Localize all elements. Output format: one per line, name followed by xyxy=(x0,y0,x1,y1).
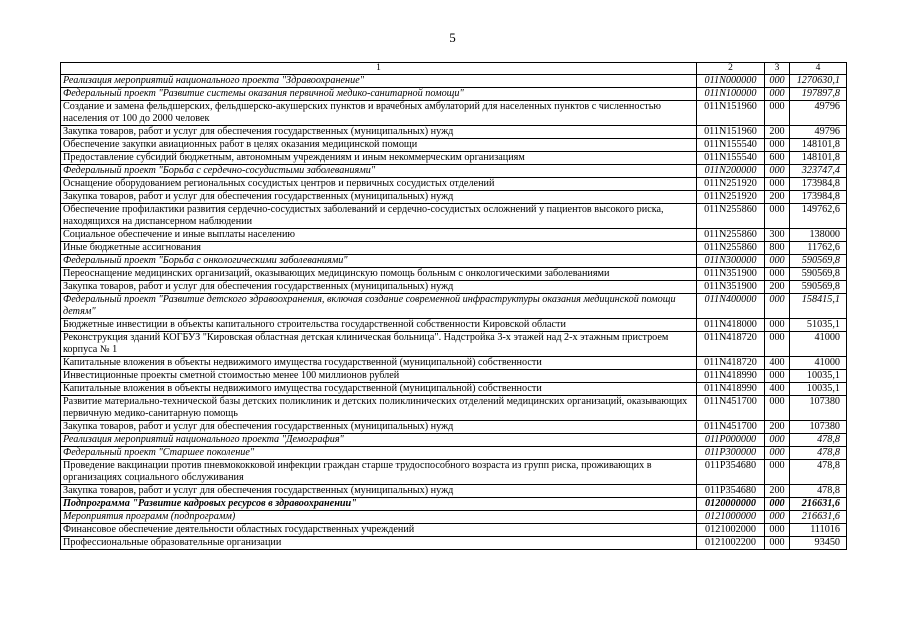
row-expense-type: 200 xyxy=(765,126,790,139)
row-name: Иные бюджетные ассигнования xyxy=(61,242,697,255)
header-cell-name: 1 xyxy=(61,63,697,75)
row-name: Подпрограмма "Развитие кадровых ресурсов в здравоохранении" xyxy=(61,498,697,511)
row-expense-type: 600 xyxy=(765,152,790,165)
table-row xyxy=(61,511,847,524)
row-expense-type: 000 xyxy=(765,447,790,460)
row-code: 011N418720 xyxy=(697,332,765,357)
row-code: 0121002000 xyxy=(697,524,765,537)
table-row xyxy=(61,319,847,332)
row-expense-type: 000 xyxy=(765,255,790,268)
row-expense-type: 000 xyxy=(765,396,790,421)
row-amount: 478,8 xyxy=(790,434,847,447)
row-code: 011N418720 xyxy=(697,357,765,370)
row-amount: 111016 xyxy=(790,524,847,537)
row-name: Реконструкция зданий КОГБУЗ "Кировская областная детская клиническая больница". Надстройка 3-х этажей над 2-х этажным пристроем корпуса № 1 xyxy=(61,332,697,357)
row-code: 011N000000 xyxy=(697,75,765,88)
row-name: Капитальные вложения в объекты недвижимого имущества государственной (муниципальной) собственности xyxy=(61,357,697,370)
row-amount: 158415,1 xyxy=(790,294,847,319)
table-row xyxy=(61,396,847,421)
table-row xyxy=(61,383,847,396)
row-code: 011N418000 xyxy=(697,319,765,332)
table-row xyxy=(61,537,847,550)
row-code: 011N255860 xyxy=(697,204,765,229)
header-row xyxy=(61,63,847,75)
row-name: Федеральный проект "Борьба с сердечно-сосудистыми заболеваниями" xyxy=(61,165,697,178)
row-name: Обеспечение закупки авиационных работ в целях оказания медицинской помощи xyxy=(61,139,697,152)
row-expense-type: 300 xyxy=(765,229,790,242)
row-code: 011P354680 xyxy=(697,460,765,485)
row-code: 011N251920 xyxy=(697,178,765,191)
table-row xyxy=(61,204,847,229)
table-row xyxy=(61,191,847,204)
row-code: 011N251920 xyxy=(697,191,765,204)
row-expense-type: 000 xyxy=(765,165,790,178)
row-amount: 41000 xyxy=(790,357,847,370)
row-expense-type: 200 xyxy=(765,281,790,294)
row-code: 011P000000 xyxy=(697,434,765,447)
row-code: 0121000000 xyxy=(697,511,765,524)
row-amount: 478,8 xyxy=(790,485,847,498)
row-amount: 11762,6 xyxy=(790,242,847,255)
row-amount: 138000 xyxy=(790,229,847,242)
row-name: Реализация мероприятий национального проекта "Демография" xyxy=(61,434,697,447)
row-name: Инвестиционные проекты сметной стоимостью менее 100 миллионов рублей xyxy=(61,370,697,383)
row-expense-type: 200 xyxy=(765,191,790,204)
budget-table xyxy=(60,62,847,550)
row-amount: 49796 xyxy=(790,126,847,139)
row-code: 011N255860 xyxy=(697,242,765,255)
row-code: 011N155540 xyxy=(697,139,765,152)
row-expense-type: 000 xyxy=(765,139,790,152)
row-amount: 590569,8 xyxy=(790,281,847,294)
row-name: Социальное обеспечение и иные выплаты населению xyxy=(61,229,697,242)
row-expense-type: 000 xyxy=(765,498,790,511)
table-row xyxy=(61,101,847,126)
row-code: 011N151960 xyxy=(697,126,765,139)
table-row xyxy=(61,268,847,281)
row-name: Создание и замена фельдшерских, фельдшерско-акушерских пунктов и врачебных амбулаторий для населенных пунктов с численностью населения от 100 до 2000 человек xyxy=(61,101,697,126)
row-amount: 93450 xyxy=(790,537,847,550)
table-row xyxy=(61,447,847,460)
table-row xyxy=(61,281,847,294)
row-code: 0121002200 xyxy=(697,537,765,550)
row-name: Закупка товаров, работ и услуг для обеспечения государственных (муниципальных) нужд xyxy=(61,191,697,204)
table-row xyxy=(61,88,847,101)
row-name: Федеральный проект "Развитие детского здравоохранения, включая создание современной инфраструктуры оказания медицинской помощи детям" xyxy=(61,294,697,319)
row-code: 011N255860 xyxy=(697,229,765,242)
row-amount: 173984,8 xyxy=(790,191,847,204)
row-amount: 107380 xyxy=(790,421,847,434)
row-amount: 478,8 xyxy=(790,447,847,460)
row-amount: 148101,8 xyxy=(790,152,847,165)
table-row xyxy=(61,165,847,178)
row-expense-type: 000 xyxy=(765,511,790,524)
row-amount: 197897,8 xyxy=(790,88,847,101)
row-expense-type: 400 xyxy=(765,383,790,396)
row-expense-type: 000 xyxy=(765,204,790,229)
row-code: 011P354680 xyxy=(697,485,765,498)
row-expense-type: 000 xyxy=(765,370,790,383)
row-amount: 149762,6 xyxy=(790,204,847,229)
row-name: Закупка товаров, работ и услуг для обеспечения государственных (муниципальных) нужд xyxy=(61,421,697,434)
row-expense-type: 000 xyxy=(765,537,790,550)
row-name: Закупка товаров, работ и услуг для обеспечения государственных (муниципальных) нужд xyxy=(61,485,697,498)
row-code: 011N400000 xyxy=(697,294,765,319)
row-amount: 148101,8 xyxy=(790,139,847,152)
row-amount: 590569,8 xyxy=(790,255,847,268)
row-code: 011N200000 xyxy=(697,165,765,178)
row-amount: 49796 xyxy=(790,101,847,126)
row-expense-type: 000 xyxy=(765,75,790,88)
row-amount: 216631,6 xyxy=(790,498,847,511)
row-code: 011N418990 xyxy=(697,370,765,383)
table-row xyxy=(61,126,847,139)
row-amount: 41000 xyxy=(790,332,847,357)
table-row xyxy=(61,242,847,255)
row-code: 011N351900 xyxy=(697,281,765,294)
row-expense-type: 000 xyxy=(765,319,790,332)
row-expense-type: 000 xyxy=(765,524,790,537)
row-amount: 173984,8 xyxy=(790,178,847,191)
table-row xyxy=(61,139,847,152)
row-amount: 107380 xyxy=(790,396,847,421)
row-expense-type: 000 xyxy=(765,294,790,319)
row-expense-type: 000 xyxy=(765,178,790,191)
row-name: Предоставление субсидий бюджетным, автономным учреждениям и иным некоммерческим организациям xyxy=(61,152,697,165)
row-amount: 216631,6 xyxy=(790,511,847,524)
row-code: 011N155540 xyxy=(697,152,765,165)
row-code: 0120000000 xyxy=(697,498,765,511)
table-row xyxy=(61,370,847,383)
row-name: Переоснащение медицинских организаций, оказывающих медицинскую помощь больным с онкологическими заболеваниями xyxy=(61,268,697,281)
row-name: Проведение вакцинации против пневмококковой инфекции граждан старше трудоспособного возраста из групп риска, проживающих в организациях социального обслуживания xyxy=(61,460,697,485)
row-code: 011N451700 xyxy=(697,396,765,421)
page-number: 5 xyxy=(449,30,456,45)
row-code: 011N300000 xyxy=(697,255,765,268)
row-name: Профессиональные образовательные организации xyxy=(61,537,697,550)
row-amount: 478,8 xyxy=(790,460,847,485)
row-expense-type: 000 xyxy=(765,268,790,281)
row-name: Развитие материально-технической базы детских поликлиник и детских поликлинических отделений медицинских организаций, оказывающих первичную медико-санитарную помощь xyxy=(61,396,697,421)
row-name: Федеральный проект "Старшее поколение" xyxy=(61,447,697,460)
row-code: 011N451700 xyxy=(697,421,765,434)
table-row xyxy=(61,357,847,370)
row-name: Федеральный проект "Развитие системы оказания первичной медико-санитарной помощи" xyxy=(61,88,697,101)
table-row xyxy=(61,294,847,319)
row-expense-type: 000 xyxy=(765,332,790,357)
row-name: Капитальные вложения в объекты недвижимого имущества государственной (муниципальной) собственности xyxy=(61,383,697,396)
row-amount: 323747,4 xyxy=(790,165,847,178)
row-expense-type: 400 xyxy=(765,357,790,370)
table-row xyxy=(61,255,847,268)
row-amount: 590569,8 xyxy=(790,268,847,281)
row-expense-type: 800 xyxy=(765,242,790,255)
row-name: Мероприятия программ (подпрограмм) xyxy=(61,511,697,524)
row-name: Бюджетные инвестиции в объекты капитального строительства государственной собственности Кировской области xyxy=(61,319,697,332)
row-name: Закупка товаров, работ и услуг для обеспечения государственных (муниципальных) нужд xyxy=(61,281,697,294)
row-amount: 10035,1 xyxy=(790,383,847,396)
row-code: 011N351900 xyxy=(697,268,765,281)
row-name: Обеспечение профилактики развития сердечно-сосудистых заболеваний и сердечно-сосудистых осложнений у пациентов высокого риска, находящихся на диспансерном наблюдении xyxy=(61,204,697,229)
table-row xyxy=(61,524,847,537)
row-name: Закупка товаров, работ и услуг для обеспечения государственных (муниципальных) нужд xyxy=(61,126,697,139)
row-expense-type: 200 xyxy=(765,485,790,498)
header-cell-code: 2 xyxy=(697,63,765,75)
row-name: Федеральный проект "Борьба с онкологическими заболеваниями" xyxy=(61,255,697,268)
row-expense-type: 000 xyxy=(765,460,790,485)
table-row xyxy=(61,152,847,165)
row-amount: 51035,1 xyxy=(790,319,847,332)
table-row xyxy=(61,460,847,485)
row-expense-type: 000 xyxy=(765,88,790,101)
table-row xyxy=(61,332,847,357)
table-row xyxy=(61,421,847,434)
row-amount: 1270630,1 xyxy=(790,75,847,88)
table-row xyxy=(61,498,847,511)
row-code: 011N151960 xyxy=(697,101,765,126)
row-expense-type: 000 xyxy=(765,101,790,126)
row-code: 011N100000 xyxy=(697,88,765,101)
row-code: 011P300000 xyxy=(697,447,765,460)
header-cell-vr: 3 xyxy=(765,63,790,75)
row-expense-type: 200 xyxy=(765,421,790,434)
table-row xyxy=(61,75,847,88)
table-row xyxy=(61,434,847,447)
row-amount: 10035,1 xyxy=(790,370,847,383)
row-name: Реализация мероприятий национального проекта "Здравоохранение" xyxy=(61,75,697,88)
header-cell-amount: 4 xyxy=(790,63,847,75)
row-expense-type: 000 xyxy=(765,434,790,447)
row-code: 011N418990 xyxy=(697,383,765,396)
row-name: Финансовое обеспечение деятельности областных государственных учреждений xyxy=(61,524,697,537)
table-row xyxy=(61,178,847,191)
table-row xyxy=(61,229,847,242)
row-name: Оснащение оборудованием региональных сосудистых центров и первичных сосудистых отделений xyxy=(61,178,697,191)
table-body xyxy=(61,63,847,550)
table-row xyxy=(61,485,847,498)
